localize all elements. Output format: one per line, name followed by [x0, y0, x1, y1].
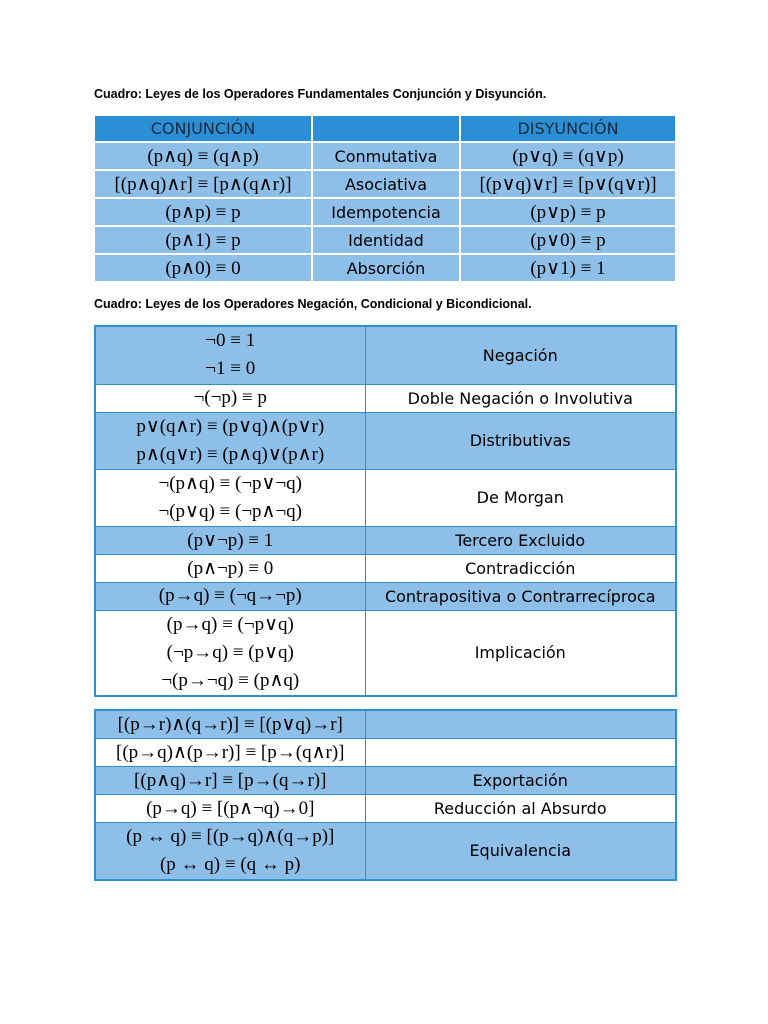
table-row — [95, 412, 676, 469]
table-row — [95, 582, 676, 610]
formula-cell: [(p→r)∧(q→r)] ≡ [(p∨q)→r] — [95, 710, 365, 738]
table1-header-row — [94, 115, 676, 142]
table-row — [95, 794, 676, 822]
law-name: Identidad — [312, 226, 460, 254]
table1-caption: Cuadro: Leyes de los Operadores Fundamentales Conjunción y Disyunción. — [94, 87, 547, 101]
table-row — [95, 526, 676, 554]
formula-line: ¬(p∨q) ≡ (¬p∧¬q) — [158, 500, 302, 522]
law-name: De Morgan — [365, 469, 676, 526]
formula-line: (¬p→q) ≡ (p∨q) — [166, 641, 294, 663]
formula-line: p∧(q∨r) ≡ (p∧q)∨(p∧r) — [136, 443, 325, 465]
formula-cell — [95, 822, 365, 880]
formula-line: (p ↔ q) ≡ [(p→q)∧(q→p)] — [126, 825, 335, 847]
header-disyuncion: DISYUNCIÓN — [460, 115, 676, 142]
disjunction-formula: (p∨p) ≡ p — [460, 198, 676, 226]
table-row — [95, 326, 676, 384]
law-name: Asociativa — [312, 170, 460, 198]
table-row — [94, 198, 676, 226]
formula-line: (p→q) ≡ (¬p∨q) — [166, 613, 294, 635]
table-row — [95, 610, 676, 696]
formula-line: ¬(p→¬q) ≡ (p∧q) — [161, 669, 300, 691]
table2-caption: Cuadro: Leyes de los Operadores Negación, Condicional y Bicondicional. — [94, 297, 532, 311]
law-name: Contradicción — [365, 554, 676, 582]
conjunction-formula: (p∧1) ≡ p — [94, 226, 312, 254]
table-row — [95, 384, 676, 412]
law-name — [365, 710, 676, 738]
table-row — [95, 469, 676, 526]
formula-cell: [(p∧q)→r] ≡ [p→(q→r)] — [95, 766, 365, 794]
law-name — [365, 738, 676, 766]
table-row — [95, 738, 676, 766]
formula-line: ¬(p∧q) ≡ (¬p∨¬q) — [158, 472, 302, 494]
formula-cell: (p∧¬p) ≡ 0 — [95, 554, 365, 582]
law-name: Distributivas — [365, 412, 676, 469]
law-name: Conmutativa — [312, 142, 460, 170]
law-name: Tercero Excluido — [365, 526, 676, 554]
law-name: Equivalencia — [365, 822, 676, 880]
negation-conditional-table — [94, 325, 677, 697]
formula-cell — [95, 412, 365, 469]
formula-line: (p ↔ q) ≡ (q ↔ p) — [159, 853, 301, 875]
law-name: Exportación — [365, 766, 676, 794]
formula-cell — [95, 326, 365, 384]
conjunction-formula: (p∧q) ≡ (q∧p) — [94, 142, 312, 170]
formula-line: ¬1 ≡ 0 — [205, 358, 256, 380]
law-name: Idempotencia — [312, 198, 460, 226]
header-blank — [312, 115, 460, 142]
additional-laws-table — [94, 709, 677, 881]
formula-line: p∨(q∧r) ≡ (p∨q)∧(p∨r) — [136, 415, 325, 437]
law-name: Implicación — [365, 610, 676, 696]
formula-cell: [(p→q)∧(p→r)] ≡ [p→(q∧r)] — [95, 738, 365, 766]
formula-cell — [95, 610, 365, 696]
law-name: Negación — [365, 326, 676, 384]
law-name: Contrapositiva o Contrarrecíproca — [365, 582, 676, 610]
law-name: Absorción — [312, 254, 460, 282]
conjunction-formula: (p∧0) ≡ 0 — [94, 254, 312, 282]
formula-cell — [95, 469, 365, 526]
law-name: Reducción al Absurdo — [365, 794, 676, 822]
disjunction-formula: (p∨1) ≡ 1 — [460, 254, 676, 282]
table-row — [94, 254, 676, 282]
table-row — [95, 710, 676, 738]
formula-cell: (p→q) ≡ (¬q→¬p) — [95, 582, 365, 610]
law-name: Doble Negación o Involutiva — [365, 384, 676, 412]
disjunction-formula: (p∨q) ≡ (q∨p) — [460, 142, 676, 170]
formula-cell: (p∨¬p) ≡ 1 — [95, 526, 365, 554]
formula-cell: ¬(¬p) ≡ p — [95, 384, 365, 412]
header-conjuncion: CONJUNCIÓN — [94, 115, 312, 142]
table-row — [94, 170, 676, 198]
disjunction-formula: (p∨0) ≡ p — [460, 226, 676, 254]
conjunction-formula: (p∧p) ≡ p — [94, 198, 312, 226]
formula-cell: (p→q) ≡ [(p∧¬q)→0] — [95, 794, 365, 822]
table-row — [94, 226, 676, 254]
conjunction-formula: [(p∧q)∧r] ≡ [p∧(q∧r)] — [94, 170, 312, 198]
table-row — [95, 554, 676, 582]
conjunction-disjunction-table — [93, 114, 677, 283]
table-row — [95, 766, 676, 794]
table-row — [94, 142, 676, 170]
table-row — [95, 822, 676, 880]
formula-line: ¬0 ≡ 1 — [205, 330, 256, 352]
disjunction-formula: [(p∨q)∨r] ≡ [p∨(q∨r)] — [460, 170, 676, 198]
